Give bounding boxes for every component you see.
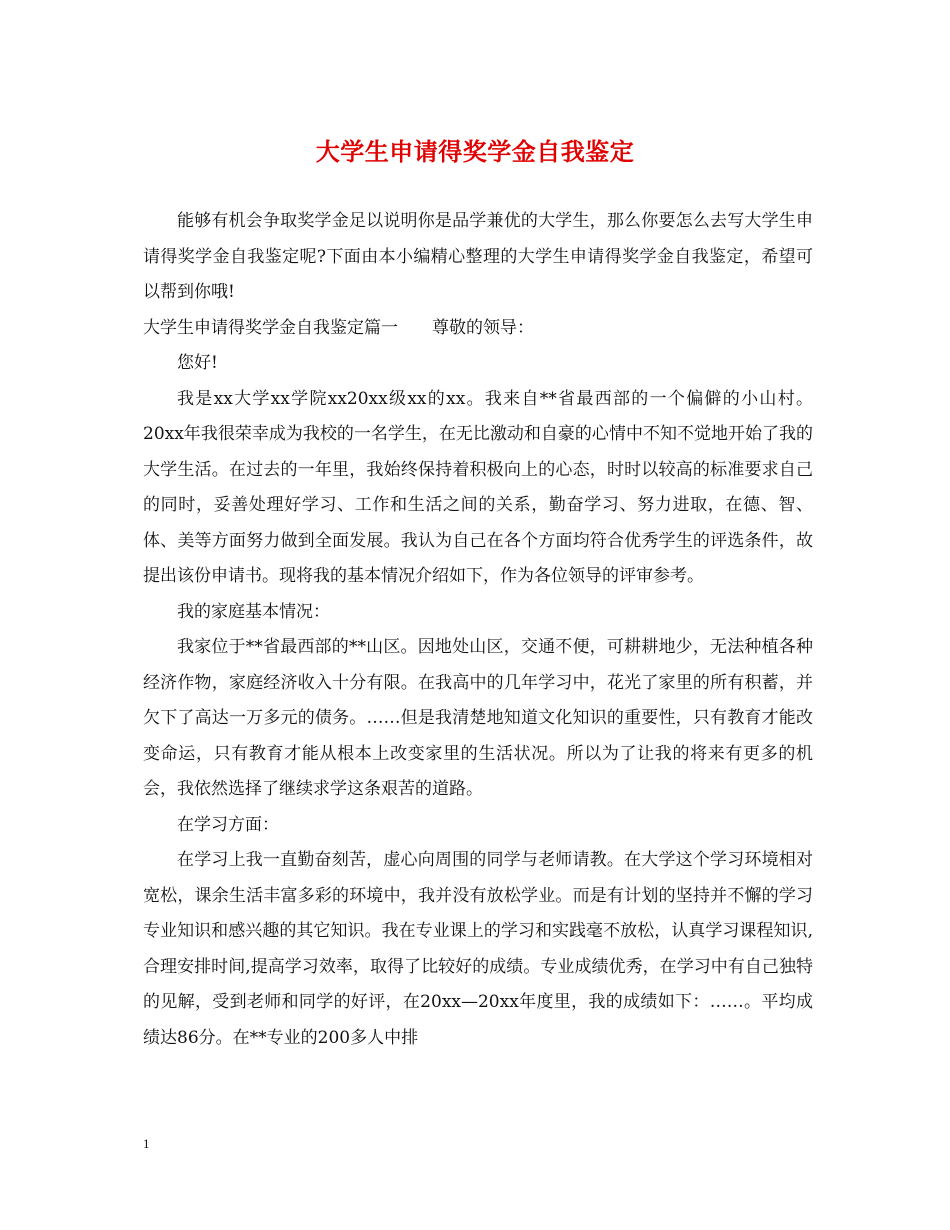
paragraph-family: 我家位于**省最西部的**山区。因地处山区，交通不便，可耕耕地少，无法种植各种经济作物，家庭经济收入十分有限。在我高中的几年学习中，花光了家里的所有积蓄，并欠下了高达一万多元的债务。……但是我清楚地知道文化知识的重要性，只有教育才能改变命运，只有教育才能从根本上改变家里的生活状况。所以为了让我的将来有更多的机会，我依然选择了继续求学这条艰苦的道路。 bbox=[143, 637, 813, 799]
paragraph-study: 在学习上我一直勤奋刻苦，虚心向周围的同学与老师请教。在大学这个学习环境相对宽松，课余生活丰富多彩的环境中，我并没有放松学业。而是有计划的坚持并不懈的学习专业知识和感兴趣的其它知识。我在专业课上的学习和实践毫不放松，认真学习课程知识,合理安排时间,提高学习效率，取得了比较好的成绩。专业成绩优秀，在学习中有自己独特的见解，受到老师和同学的好评，在20xx—20xx年度里，我的成绩如下：……。平均成绩达86分。在**专业的200多人中排 bbox=[143, 850, 813, 1048]
document-body bbox=[143, 204, 813, 1056]
intro-paragraph: 能够有机会争取奖学金足以说明你是品学兼优的大学生，那么你要怎么去写大学生申请得奖学金自我鉴定呢?下面由本小编精心整理的大学生申请得奖学金自我鉴定，希望可以帮到你哦! bbox=[143, 211, 813, 302]
section-heading: 大学生申请得奖学金自我鉴定篇一 bbox=[143, 317, 398, 338]
salutation: 尊敬的领导： bbox=[432, 317, 534, 338]
page-number: 1 bbox=[143, 1136, 150, 1151]
subheading-study: 在学习方面： bbox=[177, 814, 279, 835]
section-heading-line bbox=[143, 311, 813, 347]
greeting: 您好! bbox=[177, 353, 218, 373]
paragraph-intro-self: 我是xx大学xx学院xx20xx级xx的xx。我来自**省最西部的一个偏僻的小山村。20xx年我很荣幸成为我校的一名学生，在无比激动和自豪的心情中不知不觉地开始了我的大学生活。在过去的一年里，我始终保持着积极向上的心态，时时以较高的标准要求自己的同时，妥善处理好学习、工作和生活之间的关系，勤奋学习、努力进取，在德、智、体、美等方面努力做到全面发展。我认为自己在各个方面均符合优秀学生的评选条件，故提出该份申请书。现将我的基本情况介绍如下，作为各位领导的评审参考。 bbox=[143, 388, 813, 586]
subheading-family: 我的家庭基本情况： bbox=[177, 601, 330, 622]
document-title: 大学生申请得奖学金自我鉴定 bbox=[315, 137, 635, 166]
